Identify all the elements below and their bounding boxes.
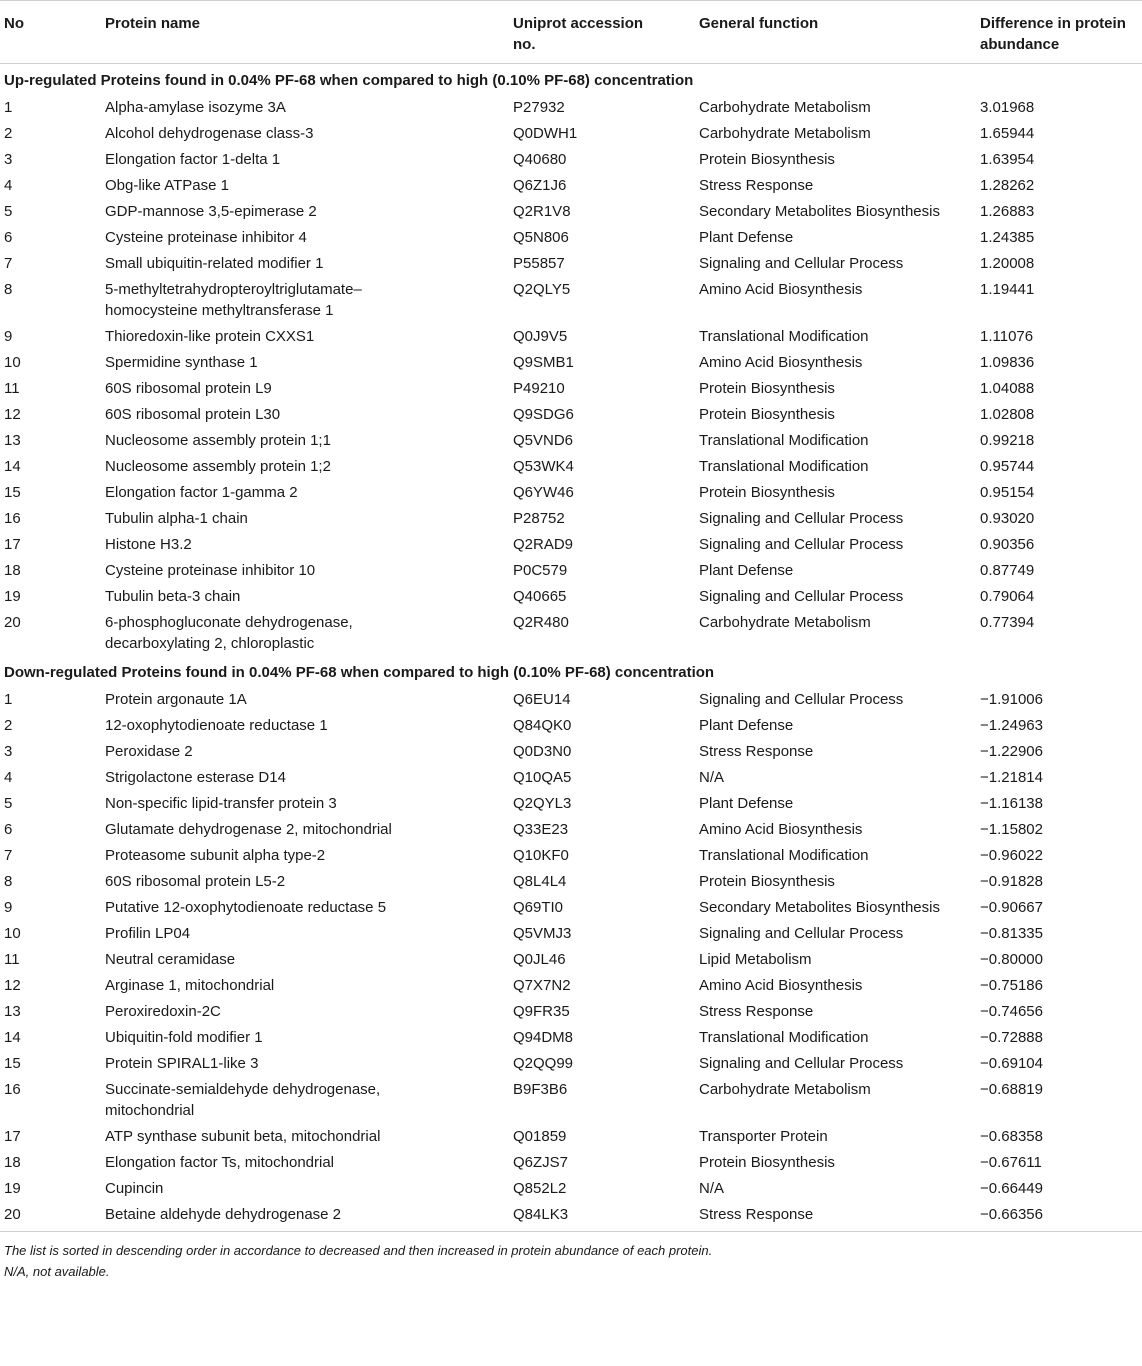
cell-accession: Q6YW46 bbox=[513, 484, 574, 501]
cell-accession: Q2R480 bbox=[513, 614, 569, 631]
cell-difference: −0.81335 bbox=[980, 925, 1043, 942]
table-row bbox=[0, 427, 1142, 453]
cell-protein-name: Proteasome subunit alpha type-2 bbox=[105, 847, 326, 864]
cell-no: 20 bbox=[4, 614, 21, 631]
cell-no: 9 bbox=[4, 328, 13, 345]
cell-difference: 0.87749 bbox=[980, 562, 1035, 579]
header-difference: Difference in protein abundance bbox=[980, 15, 1126, 53]
cell-function: Protein Biosynthesis bbox=[699, 380, 835, 397]
cell-difference: 0.79064 bbox=[980, 588, 1035, 605]
cell-accession: Q9SMB1 bbox=[513, 354, 574, 371]
cell-no: 16 bbox=[4, 1081, 21, 1098]
cell-accession: Q0JL46 bbox=[513, 951, 566, 968]
cell-difference: −0.80000 bbox=[980, 951, 1043, 968]
cell-no: 2 bbox=[4, 717, 13, 734]
cell-function: Carbohydrate Metabolism bbox=[699, 614, 871, 631]
cell-difference: 1.28262 bbox=[980, 177, 1035, 194]
cell-protein-name: Betaine aldehyde dehydrogenase 2 bbox=[105, 1206, 342, 1223]
cell-protein-name: Tubulin alpha-1 chain bbox=[105, 510, 248, 527]
cell-function: Translational Modification bbox=[699, 432, 869, 449]
table-row bbox=[0, 686, 1142, 712]
table-header bbox=[0, 1, 1142, 64]
cell-no: 4 bbox=[4, 177, 13, 194]
cell-function: Amino Acid Biosynthesis bbox=[699, 354, 863, 371]
header-no: No bbox=[4, 15, 24, 32]
cell-accession: Q2RAD9 bbox=[513, 536, 574, 553]
table-row bbox=[0, 1201, 1142, 1232]
cell-function: N/A bbox=[699, 769, 725, 786]
cell-function: Protein Biosynthesis bbox=[699, 1154, 835, 1171]
cell-difference: −0.68358 bbox=[980, 1128, 1043, 1145]
cell-difference: 0.90356 bbox=[980, 536, 1035, 553]
cell-protein-name: 6-phosphogluconate dehydrogenase, decarboxylating 2, chloroplastic bbox=[105, 614, 353, 652]
cell-function: Plant Defense bbox=[699, 717, 794, 734]
cell-protein-name: Alcohol dehydrogenase class-3 bbox=[105, 125, 314, 142]
cell-protein-name: 60S ribosomal protein L30 bbox=[105, 406, 281, 423]
cell-accession: Q0D3N0 bbox=[513, 743, 572, 760]
cell-accession: Q84LK3 bbox=[513, 1206, 569, 1223]
table-row bbox=[0, 453, 1142, 479]
cell-protein-name: Elongation factor 1-gamma 2 bbox=[105, 484, 298, 501]
cell-protein-name: Ubiquitin-fold modifier 1 bbox=[105, 1029, 263, 1046]
cell-function: Signaling and Cellular Process bbox=[699, 510, 904, 527]
table-row bbox=[0, 1175, 1142, 1201]
header-row bbox=[0, 1, 1142, 64]
section-title: Down-regulated Proteins found in 0.04% PF-68 when compared to high (0.10% PF-68) concentration bbox=[4, 664, 715, 681]
cell-accession: Q8L4L4 bbox=[513, 873, 567, 890]
cell-no: 6 bbox=[4, 229, 13, 246]
section-title: Up-regulated Proteins found in 0.04% PF-68 when compared to high (0.10% PF-68) concentration bbox=[4, 72, 694, 89]
cell-no: 17 bbox=[4, 536, 21, 553]
cell-accession: P55857 bbox=[513, 255, 565, 272]
cell-no: 5 bbox=[4, 203, 13, 220]
cell-function: Signaling and Cellular Process bbox=[699, 1055, 904, 1072]
table-row bbox=[0, 972, 1142, 998]
cell-function: Secondary Metabolites Biosynthesis bbox=[699, 203, 940, 220]
cell-difference: −0.91828 bbox=[980, 873, 1043, 890]
cell-difference: −1.16138 bbox=[980, 795, 1043, 812]
cell-no: 7 bbox=[4, 255, 13, 272]
cell-difference: 0.93020 bbox=[980, 510, 1035, 527]
table-row bbox=[0, 1050, 1142, 1076]
table-row bbox=[0, 1076, 1142, 1123]
cell-function: Carbohydrate Metabolism bbox=[699, 1081, 871, 1098]
cell-accession: Q2QYL3 bbox=[513, 795, 572, 812]
cell-function: Carbohydrate Metabolism bbox=[699, 99, 871, 116]
cell-difference: −0.67611 bbox=[980, 1154, 1042, 1171]
table-row bbox=[0, 842, 1142, 868]
header-accession: Uniprot accession no. bbox=[513, 15, 644, 53]
cell-accession: Q2QQ99 bbox=[513, 1055, 574, 1072]
table-row bbox=[0, 920, 1142, 946]
cell-protein-name: Small ubiquitin-related modifier 1 bbox=[105, 255, 324, 272]
cell-no: 12 bbox=[4, 406, 21, 423]
cell-function: Translational Modification bbox=[699, 458, 869, 475]
cell-accession: Q53WK4 bbox=[513, 458, 574, 475]
cell-no: 19 bbox=[4, 588, 21, 605]
cell-no: 12 bbox=[4, 977, 21, 994]
cell-difference: −0.74656 bbox=[980, 1003, 1043, 1020]
table-row bbox=[0, 479, 1142, 505]
cell-accession: P49210 bbox=[513, 380, 565, 397]
cell-accession: Q2QLY5 bbox=[513, 281, 571, 298]
cell-difference: −1.21814 bbox=[980, 769, 1043, 786]
cell-function: Protein Biosynthesis bbox=[699, 873, 835, 890]
cell-no: 15 bbox=[4, 484, 21, 501]
cell-function: Translational Modification bbox=[699, 1029, 869, 1046]
cell-no: 3 bbox=[4, 743, 13, 760]
cell-accession: Q5VND6 bbox=[513, 432, 574, 449]
cell-difference: −0.72888 bbox=[980, 1029, 1043, 1046]
table-body bbox=[0, 64, 1142, 1232]
table-row bbox=[0, 276, 1142, 323]
table-row bbox=[0, 172, 1142, 198]
cell-accession: Q94DM8 bbox=[513, 1029, 574, 1046]
table-row bbox=[0, 94, 1142, 120]
cell-protein-name: Succinate-semialdehyde dehydrogenase, mitochondrial bbox=[105, 1081, 381, 1119]
cell-difference: 1.24385 bbox=[980, 229, 1035, 246]
cell-no: 4 bbox=[4, 769, 13, 786]
cell-accession: Q10KF0 bbox=[513, 847, 569, 864]
cell-accession: Q5N806 bbox=[513, 229, 569, 246]
cell-accession: B9F3B6 bbox=[513, 1081, 568, 1098]
cell-function: Plant Defense bbox=[699, 795, 794, 812]
table-row bbox=[0, 609, 1142, 656]
cell-accession: P27932 bbox=[513, 99, 565, 116]
cell-difference: −0.69104 bbox=[980, 1055, 1043, 1072]
table-row bbox=[0, 349, 1142, 375]
cell-no: 6 bbox=[4, 821, 13, 838]
cell-difference: −0.68819 bbox=[980, 1081, 1043, 1098]
cell-protein-name: 12-oxophytodienoate reductase 1 bbox=[105, 717, 328, 734]
cell-no: 10 bbox=[4, 925, 21, 942]
cell-no: 3 bbox=[4, 151, 13, 168]
footnote-na: N/A, not available. bbox=[4, 1264, 110, 1279]
cell-no: 10 bbox=[4, 354, 21, 371]
cell-accession: Q6ZJS7 bbox=[513, 1154, 569, 1171]
cell-accession: Q10QA5 bbox=[513, 769, 572, 786]
header-protein-name: Protein name bbox=[105, 15, 201, 32]
cell-protein-name: Neutral ceramidase bbox=[105, 951, 236, 968]
cell-difference: 1.63954 bbox=[980, 151, 1035, 168]
cell-function: Translational Modification bbox=[699, 328, 869, 345]
cell-accession: P28752 bbox=[513, 510, 565, 527]
cell-function: Carbohydrate Metabolism bbox=[699, 125, 871, 142]
cell-difference: 1.19441 bbox=[980, 281, 1035, 298]
cell-difference: −1.15802 bbox=[980, 821, 1043, 838]
table-row bbox=[0, 323, 1142, 349]
cell-protein-name: GDP-mannose 3,5-epimerase 2 bbox=[105, 203, 317, 220]
cell-function: Translational Modification bbox=[699, 847, 869, 864]
cell-function: Signaling and Cellular Process bbox=[699, 691, 904, 708]
cell-function: Stress Response bbox=[699, 743, 814, 760]
section-header-row bbox=[0, 656, 1142, 686]
cell-protein-name: Nucleosome assembly protein 1;2 bbox=[105, 458, 331, 475]
cell-no: 11 bbox=[4, 380, 20, 397]
cell-accession: P0C579 bbox=[513, 562, 568, 579]
cell-function: Lipid Metabolism bbox=[699, 951, 812, 968]
cell-protein-name: Glutamate dehydrogenase 2, mitochondrial bbox=[105, 821, 392, 838]
table-row bbox=[0, 1123, 1142, 1149]
cell-protein-name: Non-specific lipid-transfer protein 3 bbox=[105, 795, 337, 812]
cell-accession: Q01859 bbox=[513, 1128, 567, 1145]
table-row bbox=[0, 946, 1142, 972]
cell-no: 1 bbox=[4, 99, 13, 116]
table-row bbox=[0, 764, 1142, 790]
cell-accession: Q33E23 bbox=[513, 821, 569, 838]
cell-protein-name: Cysteine proteinase inhibitor 4 bbox=[105, 229, 307, 246]
cell-accession: Q40665 bbox=[513, 588, 567, 605]
table-row bbox=[0, 790, 1142, 816]
table-footnotes bbox=[0, 1232, 1142, 1282]
cell-no: 9 bbox=[4, 899, 13, 916]
cell-difference: −0.66356 bbox=[980, 1206, 1043, 1223]
cell-accession: Q0J9V5 bbox=[513, 328, 568, 345]
cell-function: Protein Biosynthesis bbox=[699, 151, 835, 168]
table-row bbox=[0, 712, 1142, 738]
cell-no: 18 bbox=[4, 562, 21, 579]
table-row bbox=[0, 505, 1142, 531]
cell-difference: 3.01968 bbox=[980, 99, 1035, 116]
cell-function: Signaling and Cellular Process bbox=[699, 588, 904, 605]
cell-function: Protein Biosynthesis bbox=[699, 406, 835, 423]
cell-no: 11 bbox=[4, 951, 20, 968]
table-row bbox=[0, 894, 1142, 920]
cell-no: 13 bbox=[4, 432, 21, 449]
cell-protein-name: Protein argonaute 1A bbox=[105, 691, 247, 708]
table-row bbox=[0, 998, 1142, 1024]
cell-accession: Q84QK0 bbox=[513, 717, 572, 734]
cell-no: 2 bbox=[4, 125, 13, 142]
table-row bbox=[0, 146, 1142, 172]
header-function: General function bbox=[699, 15, 819, 32]
cell-difference: 1.65944 bbox=[980, 125, 1035, 142]
table-row bbox=[0, 375, 1142, 401]
table-row bbox=[0, 816, 1142, 842]
cell-protein-name: ATP synthase subunit beta, mitochondrial bbox=[105, 1128, 381, 1145]
cell-protein-name: Cysteine proteinase inhibitor 10 bbox=[105, 562, 316, 579]
table-row bbox=[0, 868, 1142, 894]
cell-accession: Q0DWH1 bbox=[513, 125, 578, 142]
cell-difference: −0.66449 bbox=[980, 1180, 1043, 1197]
cell-function: Stress Response bbox=[699, 1206, 814, 1223]
cell-protein-name: Peroxiredoxin-2C bbox=[105, 1003, 221, 1020]
table-row bbox=[0, 531, 1142, 557]
cell-function: Signaling and Cellular Process bbox=[699, 255, 904, 272]
section-header-row bbox=[0, 64, 1142, 95]
cell-protein-name: Nucleosome assembly protein 1;1 bbox=[105, 432, 331, 449]
cell-protein-name: Elongation factor 1-delta 1 bbox=[105, 151, 281, 168]
cell-difference: 1.04088 bbox=[980, 380, 1035, 397]
cell-accession: Q852L2 bbox=[513, 1180, 567, 1197]
cell-protein-name: Profilin LP04 bbox=[105, 925, 191, 942]
cell-protein-name: Thioredoxin-like protein CXXS1 bbox=[105, 328, 315, 345]
cell-difference: 0.95154 bbox=[980, 484, 1035, 501]
cell-difference: −0.96022 bbox=[980, 847, 1043, 864]
cell-difference: 1.02808 bbox=[980, 406, 1035, 423]
cell-no: 18 bbox=[4, 1154, 21, 1171]
cell-protein-name: 5-methyltetrahydropteroyltriglutamate–homocysteine methyltransferase 1 bbox=[105, 281, 362, 319]
cell-protein-name: Elongation factor Ts, mitochondrial bbox=[105, 1154, 335, 1171]
cell-accession: Q6Z1J6 bbox=[513, 177, 567, 194]
cell-protein-name: Strigolactone esterase D14 bbox=[105, 769, 286, 786]
cell-function: Amino Acid Biosynthesis bbox=[699, 821, 863, 838]
cell-accession: Q6EU14 bbox=[513, 691, 571, 708]
cell-function: Stress Response bbox=[699, 177, 814, 194]
cell-no: 19 bbox=[4, 1180, 21, 1197]
cell-function: Transporter Protein bbox=[699, 1128, 828, 1145]
cell-difference: 0.95744 bbox=[980, 458, 1035, 475]
table-row bbox=[0, 401, 1142, 427]
cell-no: 14 bbox=[4, 1029, 21, 1046]
cell-difference: 1.11076 bbox=[980, 328, 1034, 345]
cell-difference: −1.22906 bbox=[980, 743, 1043, 760]
table-row bbox=[0, 1149, 1142, 1175]
cell-difference: 1.20008 bbox=[980, 255, 1035, 272]
cell-no: 1 bbox=[4, 691, 13, 708]
table-row bbox=[0, 224, 1142, 250]
cell-difference: −0.90667 bbox=[980, 899, 1043, 916]
cell-accession: Q9SDG6 bbox=[513, 406, 574, 423]
cell-protein-name: Spermidine synthase 1 bbox=[105, 354, 258, 371]
cell-function: Amino Acid Biosynthesis bbox=[699, 281, 863, 298]
cell-protein-name: 60S ribosomal protein L5-2 bbox=[105, 873, 286, 890]
table-row bbox=[0, 583, 1142, 609]
cell-no: 8 bbox=[4, 281, 13, 298]
table-row bbox=[0, 250, 1142, 276]
table-row bbox=[0, 1024, 1142, 1050]
table-row bbox=[0, 738, 1142, 764]
cell-accession: Q9FR35 bbox=[513, 1003, 570, 1020]
cell-protein-name: 60S ribosomal protein L9 bbox=[105, 380, 272, 397]
cell-function: Signaling and Cellular Process bbox=[699, 536, 904, 553]
cell-protein-name: Putative 12-oxophytodienoate reductase 5 bbox=[105, 899, 387, 916]
cell-accession: Q7X7N2 bbox=[513, 977, 571, 994]
cell-accession: Q5VMJ3 bbox=[513, 925, 572, 942]
cell-difference: −1.24963 bbox=[980, 717, 1043, 734]
table-row bbox=[0, 557, 1142, 583]
cell-no: 17 bbox=[4, 1128, 21, 1145]
cell-accession: Q69TI0 bbox=[513, 899, 564, 916]
cell-function: Plant Defense bbox=[699, 229, 794, 246]
cell-function: Protein Biosynthesis bbox=[699, 484, 835, 501]
cell-protein-name: Obg-like ATPase 1 bbox=[105, 177, 229, 194]
cell-protein-name: Cupincin bbox=[105, 1180, 164, 1197]
cell-difference: −0.75186 bbox=[980, 977, 1043, 994]
cell-no: 8 bbox=[4, 873, 13, 890]
cell-function: Plant Defense bbox=[699, 562, 794, 579]
cell-no: 14 bbox=[4, 458, 21, 475]
cell-protein-name: Peroxidase 2 bbox=[105, 743, 193, 760]
cell-protein-name: Arginase 1, mitochondrial bbox=[105, 977, 275, 994]
cell-accession: Q40680 bbox=[513, 151, 567, 168]
cell-protein-name: Histone H3.2 bbox=[105, 536, 192, 553]
footnote-sort-order: The list is sorted in descending order in accordance to decreased and then increased in protein abundance of each protein. bbox=[4, 1243, 713, 1258]
cell-function: Secondary Metabolites Biosynthesis bbox=[699, 899, 940, 916]
table-row bbox=[0, 198, 1142, 224]
cell-no: 7 bbox=[4, 847, 13, 864]
cell-no: 5 bbox=[4, 795, 13, 812]
cell-no: 20 bbox=[4, 1206, 21, 1223]
cell-no: 15 bbox=[4, 1055, 21, 1072]
cell-difference: −1.91006 bbox=[980, 691, 1043, 708]
cell-difference: 0.99218 bbox=[980, 432, 1035, 449]
cell-function: N/A bbox=[699, 1180, 725, 1197]
cell-protein-name: Tubulin beta-3 chain bbox=[105, 588, 241, 605]
cell-difference: 1.26883 bbox=[980, 203, 1035, 220]
cell-function: Stress Response bbox=[699, 1003, 814, 1020]
cell-protein-name: Protein SPIRAL1-like 3 bbox=[105, 1055, 259, 1072]
cell-difference: 1.09836 bbox=[980, 354, 1035, 371]
cell-no: 16 bbox=[4, 510, 21, 527]
cell-accession: Q2R1V8 bbox=[513, 203, 571, 220]
cell-difference: 0.77394 bbox=[980, 614, 1035, 631]
cell-no: 13 bbox=[4, 1003, 21, 1020]
cell-function: Signaling and Cellular Process bbox=[699, 925, 904, 942]
cell-protein-name: Alpha-amylase isozyme 3A bbox=[105, 99, 286, 116]
cell-function: Amino Acid Biosynthesis bbox=[699, 977, 863, 994]
table-row bbox=[0, 120, 1142, 146]
